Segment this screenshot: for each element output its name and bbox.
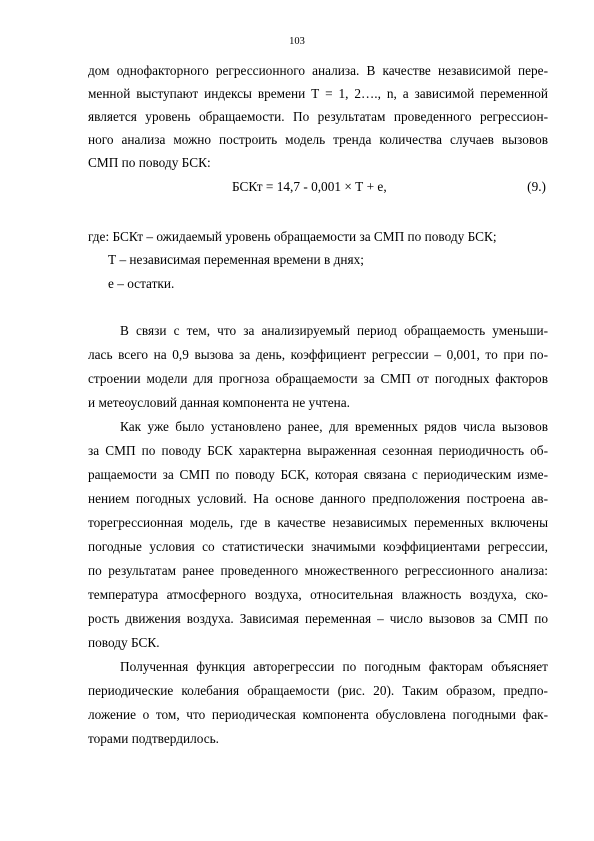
text-line: температура атмосферного воздуха, относительная влажность воздуха, ско-	[88, 587, 548, 602]
text-line: ращаемости за СМП по поводу БСК, которая связана с периодическим изме-	[88, 467, 548, 482]
text-line: поводу БСК.	[88, 635, 160, 650]
text-line: Полученная функция авторегрессии по погодным факторам объясняет	[120, 659, 548, 674]
text-line: рость движения воздуха. Зависимая переменная – число вызовов за СМП по	[88, 611, 548, 626]
legend-line: е – остатки.	[108, 276, 175, 291]
text-line: лась всего на 0,9 вызова за день, коэффициент регрессии – 0,001, то при по-	[88, 347, 548, 362]
text-line: нением погодных условий. На основе данного предположения построена ав-	[88, 491, 548, 506]
text-line: ложение о том, что периодическая компонента обусловлена погодными фак-	[88, 707, 548, 722]
text-line: Как уже было установлено ранее, для временных рядов числа вызовов	[120, 419, 548, 434]
text-line: дом однофакторного регрессионного анализа. В качестве независимой пере-	[88, 63, 548, 78]
text-line: периодические колебания обращаемости (рис. 20). Таким образом, предпо-	[88, 683, 548, 698]
text-line: является уровень обращаемости. По результатам проведенного регрессион-	[88, 109, 548, 124]
legend-line: где: БСКт – ожидаемый уровень обращаемости за СМП по поводу БСК;	[88, 229, 497, 244]
legend-line: Т – независимая переменная времени в днях;	[108, 252, 364, 267]
text-line: и метеоусловий данная компонента не учтена.	[88, 395, 350, 410]
text-line: В связи с тем, что за анализируемый период обращаемость уменьши-	[120, 323, 548, 338]
page-number: 103	[289, 36, 305, 47]
formula-number: (9.)	[527, 179, 546, 194]
text-line: погодные условия со статистически значимыми коэффициентами регрессии,	[88, 539, 548, 554]
text-line: строении модели для прогноза обращаемости за СМП от погодных факторов	[88, 371, 548, 386]
text-line: торами подтвердилось.	[88, 731, 220, 746]
text-line: торегрессионная модель, где в качестве независимых переменных включены	[88, 515, 548, 530]
text-line: по результатам ранее проведенного множественного регрессионного анализа:	[88, 563, 548, 578]
text-line: за СМП по поводу БСК характерна выраженная сезонная периодичность об-	[88, 443, 548, 458]
text-line: менной выступают индексы времени Т = 1, 2…., n, а зависимой переменной	[88, 86, 548, 101]
text-line: СМП по поводу БСК:	[88, 155, 211, 170]
text-line: ного анализа можно построить модель тренда количества случаев вызовов	[88, 132, 548, 147]
formula-expression: БСКт = 14,7 - 0,001 × Т + е,	[232, 179, 387, 194]
